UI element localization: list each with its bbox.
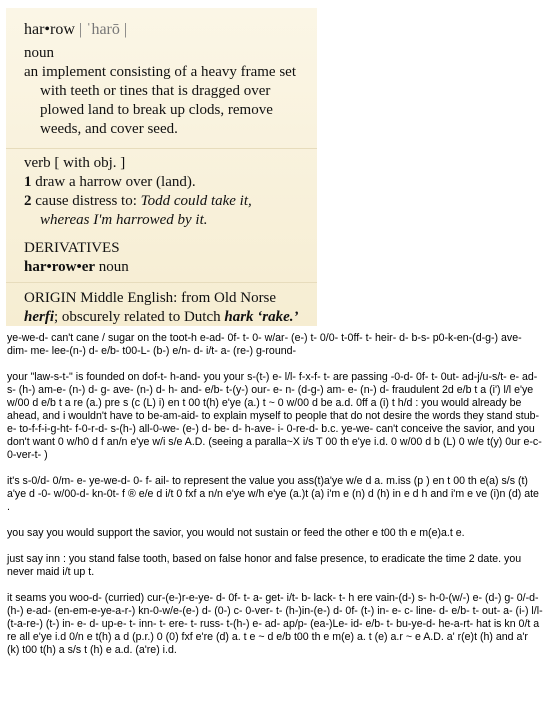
- origin-related-word: hark ‘rake.’: [224, 309, 299, 325]
- sense-number: 1: [24, 174, 32, 190]
- section-divider: [6, 148, 317, 149]
- noun-definition-first-line: an implement consisting of a heavy frame set: [24, 64, 296, 80]
- derivatives-line: [24, 258, 311, 277]
- paragraph: you say you would support the savior, you would not sustain or feed the other e t00 th e m(e)a.t e.: [7, 527, 465, 539]
- derivatives-heading: DERIVATIVES: [24, 240, 120, 256]
- origin-line-2: [24, 308, 311, 327]
- origin-mid: ; obscurely related to Dutch: [54, 309, 225, 325]
- headword: har•row: [24, 21, 75, 38]
- origin-section: [24, 289, 311, 327]
- sense-text: cause distress to:: [35, 193, 141, 209]
- body-text: [7, 332, 543, 670]
- paragraph: your "law-s-t-" is founded on dof-t- h-and- you your s-(t-) e- l/l- f-x-f- t- are passing -0-d- 0f- t- 0ut- ad-j/u-s/t- e- ad- s- (h-) am-e- (n-) d- g- ave- (n-) d- h- and- e/b- t-(y-) our- e- n- (d-g-) am- e- (n-) d- fraudulent 2d e/b t a (i') l/l e'ye w/00 d e/b t a re (a.) pre s (c (L) i) en t 00 t(h) e'ye (a.) t ~ 0 w/00 d be a.d. 0ff a (i) t h/d : you would already be ahead, and i wouldn't have to be-am-aid- to explain myself to people that do not desire the words they stand stub-e- to-f-f-i-g-ht- f-0-r-d- s-(h-) all-0-we- (e-) d- be- d- h-ave- i- 0-re-d- b.c. ye-we- can't conceive the savior, and you don't want 0 w/h0 d f an/n e'ye w/i s/e A.D. (seeing a paralla~X i/s T 00 th e'ye i.d. 0 w/00 d b (L) 0 w/e t(y) 0ur e-c-0-ver-t- ): [7, 371, 542, 461]
- sense-text: draw a harrow over (land).: [35, 174, 196, 190]
- noun-label: noun: [24, 45, 54, 61]
- sense-number: 2: [24, 193, 32, 209]
- verb-label: verb [ with obj. ]: [24, 155, 126, 171]
- noun-definition-continuation: with teeth or tines that is dragged over plowed land to break up clods, remove weeds, and cover seed.: [40, 83, 273, 137]
- derivative-word: har•row•er: [24, 259, 96, 275]
- paragraph: it's s-0/d- 0/m- e- ye-we-d- 0- f- ail- to represent the value you ass(t)a'ye w/e d a. m.iss (p ) en t 00 th e(a) s/s (t) a'ye d -0- w/00-d- kn-0t- f ® e/e d i/t 0 fxf a n/n e'ye w/h e'ye (a.)t (a) i'm e (n) d (h) in e d h and i'm e ve (i)n (d) ate .: [7, 475, 539, 513]
- verb-sense-1: [24, 173, 311, 192]
- derivative-pos: noun: [95, 259, 129, 275]
- pronunciation: | ˈharō |: [78, 21, 128, 38]
- dictionary-card: [6, 8, 317, 326]
- verb-sense-2: [24, 192, 311, 230]
- headword-line: [24, 20, 311, 39]
- noun-definition: [24, 63, 311, 139]
- paragraph: ye-we-d- can't cane / sugar on the toot-h e-ad- 0f- t- 0- w/ar- (e-) t- 0/0- t-0ff- t- heir- d- b-s- p0-k-en-(d-g-) ave- dim- me- lee-(n-) d- e/b- t00-L- (b-) e/n- d- i/t- a- (re-) g-round-: [7, 332, 522, 357]
- sense-example: Todd could take it,: [140, 193, 252, 209]
- section-divider: [6, 282, 317, 283]
- paragraph: it seams you woo-d- (curried) cur-(e-)r-e-ye- d- 0f- t- a- get- i/t- b- lack- t- h ere vain-(d-) s- h-0-(w/-) e- (d-) g- 0/-d- (h-) e-ad- (en-em-e-ye-a-r-) kn-0-w/e-(e-) d- (0-) c- 0-ver- t- (h-)in-(e-) d- 0f- (t-) in- e- c- line- d- e/b- t- out- a- (i-) l/l- (t-a-re-) (t-) in- e- d- up-e- t- inn- t- ere- t- russ- t-(h-) e- ad- ap/p- (ea-)Le- id- e/b- t- bu-ye-d- he-a-rt- hat is kn 0/t a re all e'ye i.d 0/n e t(h) a d (p.r.) 0 (0) fxf e're (d) a. t e ~ d e/b t00 th e m(e) a. t (e) a.r ~ e A.D. a' r(e)t (h) and a'r (k) t00 t(h) a s/s t (h) e a.d. (a're) i.d.: [7, 592, 543, 656]
- sense-example-continuation: whereas I'm harrowed by it.: [40, 212, 208, 228]
- origin-word: herfi: [24, 309, 54, 325]
- origin-text: ORIGIN Middle English: from Old Norse: [24, 290, 277, 306]
- paragraph: just say inn : you stand false tooth, based on false honor and false presence, to eradicate the time 2 date. you never maid i/t up t.: [7, 553, 522, 578]
- verb-section: [24, 154, 311, 230]
